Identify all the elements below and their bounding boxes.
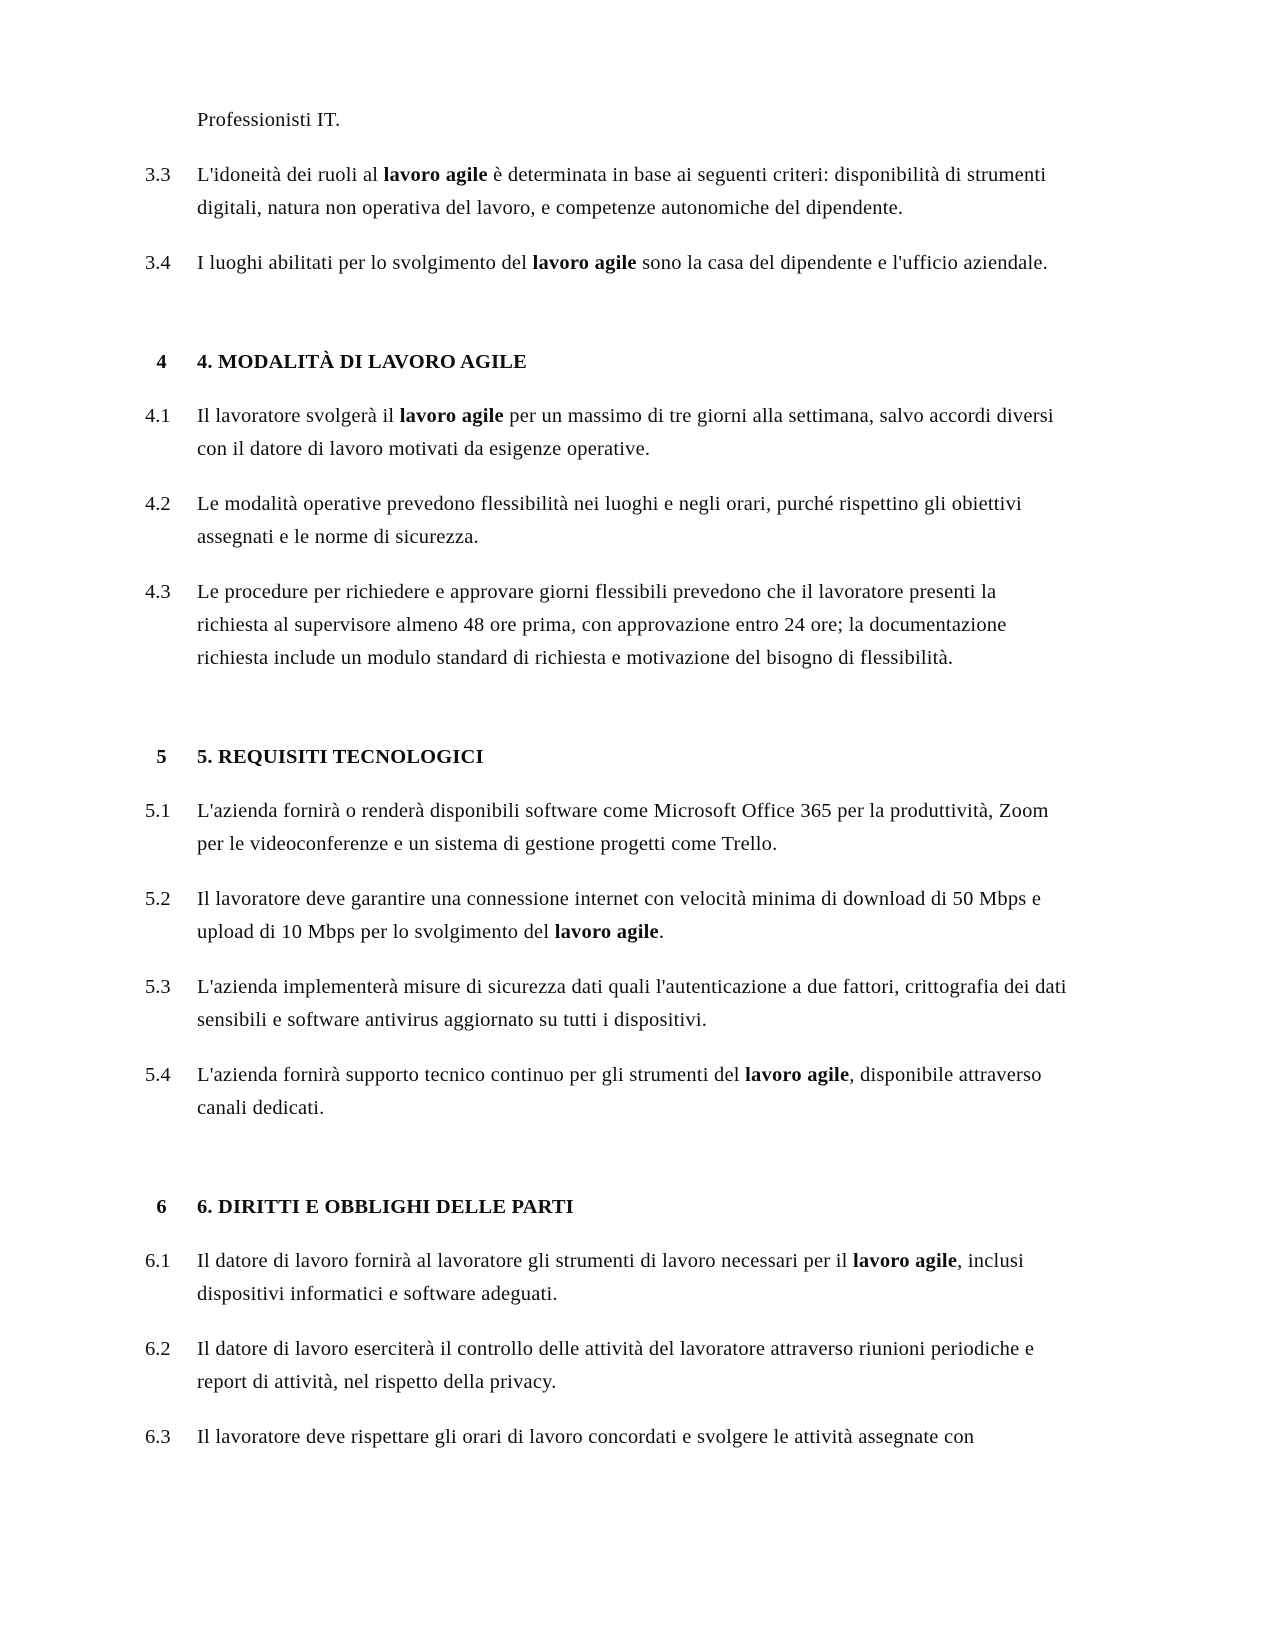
clause-text bbox=[197, 400, 1070, 466]
clause bbox=[140, 576, 1070, 675]
clause bbox=[140, 1245, 1070, 1311]
clause-text-segment: , disponibile attraverso canali dedicati. bbox=[197, 1064, 1042, 1119]
clause-text-segment: Il lavoratore deve rispettare gli orari di lavoro concordati e svolgere le attività assegnate con bbox=[197, 1426, 975, 1448]
clause-number: 4.3 bbox=[145, 581, 171, 603]
emphasis-term: lavoro agile bbox=[383, 164, 488, 186]
emphasis-term: lavoro agile bbox=[554, 921, 659, 943]
clause-text-segment: per un massimo di tre giorni alla settimana, salvo accordi diversi con il datore di lavoro motivati da esigenze operative. bbox=[197, 405, 1054, 460]
clause bbox=[140, 883, 1070, 949]
clause-text bbox=[197, 795, 1070, 861]
clause-number: 5.4 bbox=[145, 1064, 171, 1086]
clause-text-segment: L'azienda fornirà supporto tecnico continuo per gli strumenti del bbox=[197, 1064, 746, 1086]
clause-text-segment: sono la casa del dipendente e l'ufficio aziendale. bbox=[636, 252, 1049, 274]
clause bbox=[140, 1333, 1070, 1399]
clause-text bbox=[197, 247, 1070, 280]
clause-number: 3.4 bbox=[145, 252, 171, 274]
clause-text bbox=[197, 488, 1070, 554]
continuation-line: Professionisti IT. bbox=[197, 109, 341, 131]
clause-number: 6.3 bbox=[145, 1426, 171, 1448]
clause-text bbox=[197, 971, 1070, 1037]
clause-text-segment: L'azienda fornirà o renderà disponibili software come Microsoft Office 365 per la produttività, Zoom per le videoconferenze e un sistema di gestione progetti come Trello. bbox=[197, 800, 1049, 855]
emphasis-term: lavoro agile bbox=[399, 405, 504, 427]
clause-text-segment: , inclusi dispositivi informatici e software adeguati. bbox=[197, 1250, 1024, 1305]
section-title: 4. MODALITÀ DI LAVORO AGILE bbox=[197, 351, 527, 373]
section-number: 4 bbox=[156, 351, 167, 373]
clause bbox=[140, 1421, 1070, 1454]
clause-text bbox=[197, 1245, 1070, 1311]
emphasis-term: lavoro agile bbox=[745, 1064, 850, 1086]
clause-number: 6.1 bbox=[145, 1250, 171, 1272]
clause-text-segment: è determinata in base ai seguenti criteri: disponibilità di strumenti digitali, natura non operativa del lavoro, e competenze autonomiche del dipendente. bbox=[197, 164, 1047, 219]
clause bbox=[140, 247, 1070, 280]
clause-number: 5.3 bbox=[145, 976, 171, 998]
clause bbox=[140, 159, 1070, 225]
clause-text bbox=[197, 883, 1070, 949]
clause bbox=[140, 971, 1070, 1037]
clause-text-segment: Le modalità operative prevedono flessibilità nei luoghi e negli orari, purché rispettino gli obiettivi assegnati e le norme di sicurezza. bbox=[197, 493, 1022, 548]
section-title: 5. REQUISITI TECNOLOGICI bbox=[197, 746, 484, 768]
document-body bbox=[140, 104, 1070, 1454]
clause bbox=[140, 1059, 1070, 1125]
clause-list bbox=[140, 159, 1070, 1454]
clause-number: 3.3 bbox=[145, 164, 171, 186]
section-heading bbox=[140, 741, 1070, 773]
emphasis-term: lavoro agile bbox=[853, 1250, 958, 1272]
clause-text bbox=[197, 1333, 1070, 1399]
emphasis-term: lavoro agile bbox=[532, 252, 637, 274]
clause-number: 6.2 bbox=[145, 1338, 171, 1360]
clause-text bbox=[197, 1421, 1070, 1454]
section-heading bbox=[140, 346, 1070, 378]
clause-text bbox=[197, 576, 1070, 675]
clause-text-segment: . bbox=[658, 921, 665, 943]
clause-number: 5.2 bbox=[145, 888, 171, 910]
clause-text-segment: Il datore di lavoro eserciterà il controllo delle attività del lavoratore attraverso riunioni periodiche e report di attività, nel rispetto della privacy. bbox=[197, 1338, 1035, 1393]
clause-number: 5.1 bbox=[145, 800, 171, 822]
clause-text-segment: Il datore di lavoro fornirà al lavoratore gli strumenti di lavoro necessari per il bbox=[197, 1250, 854, 1272]
clause-text bbox=[197, 1059, 1070, 1125]
section-number: 5 bbox=[156, 746, 167, 768]
clause-text-segment: I luoghi abilitati per lo svolgimento del bbox=[197, 252, 533, 274]
clause-text-segment: Le procedure per richiedere e approvare giorni flessibili prevedono che il lavoratore presenti la richiesta al supervisore almeno 48 ore prima, con approvazione entro 24 ore; la documentazione richiesta include un modulo standard di richiesta e motivazione del bisogno di flessibilità. bbox=[197, 581, 1007, 669]
clause-text-segment: L'azienda implementerà misure di sicurezza dati quali l'autenticazione a due fattori, crittografia dei dati sensibili e software antivirus aggiornato su tutti i dispositivi. bbox=[197, 976, 1067, 1031]
clause-text-segment: Il lavoratore svolgerà il bbox=[197, 405, 400, 427]
clause-number: 4.2 bbox=[145, 493, 171, 515]
clause-number: 4.1 bbox=[145, 405, 171, 427]
section-title: 6. DIRITTI E OBBLIGHI DELLE PARTI bbox=[197, 1196, 574, 1218]
section-number: 6 bbox=[156, 1196, 167, 1218]
clause bbox=[140, 488, 1070, 554]
clause-text-segment: L'idoneità dei ruoli al bbox=[197, 164, 384, 186]
clause-text bbox=[197, 159, 1070, 225]
clause-text-segment: Il lavoratore deve garantire una connessione internet con velocità minima di download di 50 Mbps e upload di 10 Mbps per lo svolgimento del bbox=[197, 888, 1042, 943]
section-heading bbox=[140, 1191, 1070, 1223]
clause bbox=[140, 795, 1070, 861]
clause bbox=[140, 400, 1070, 466]
